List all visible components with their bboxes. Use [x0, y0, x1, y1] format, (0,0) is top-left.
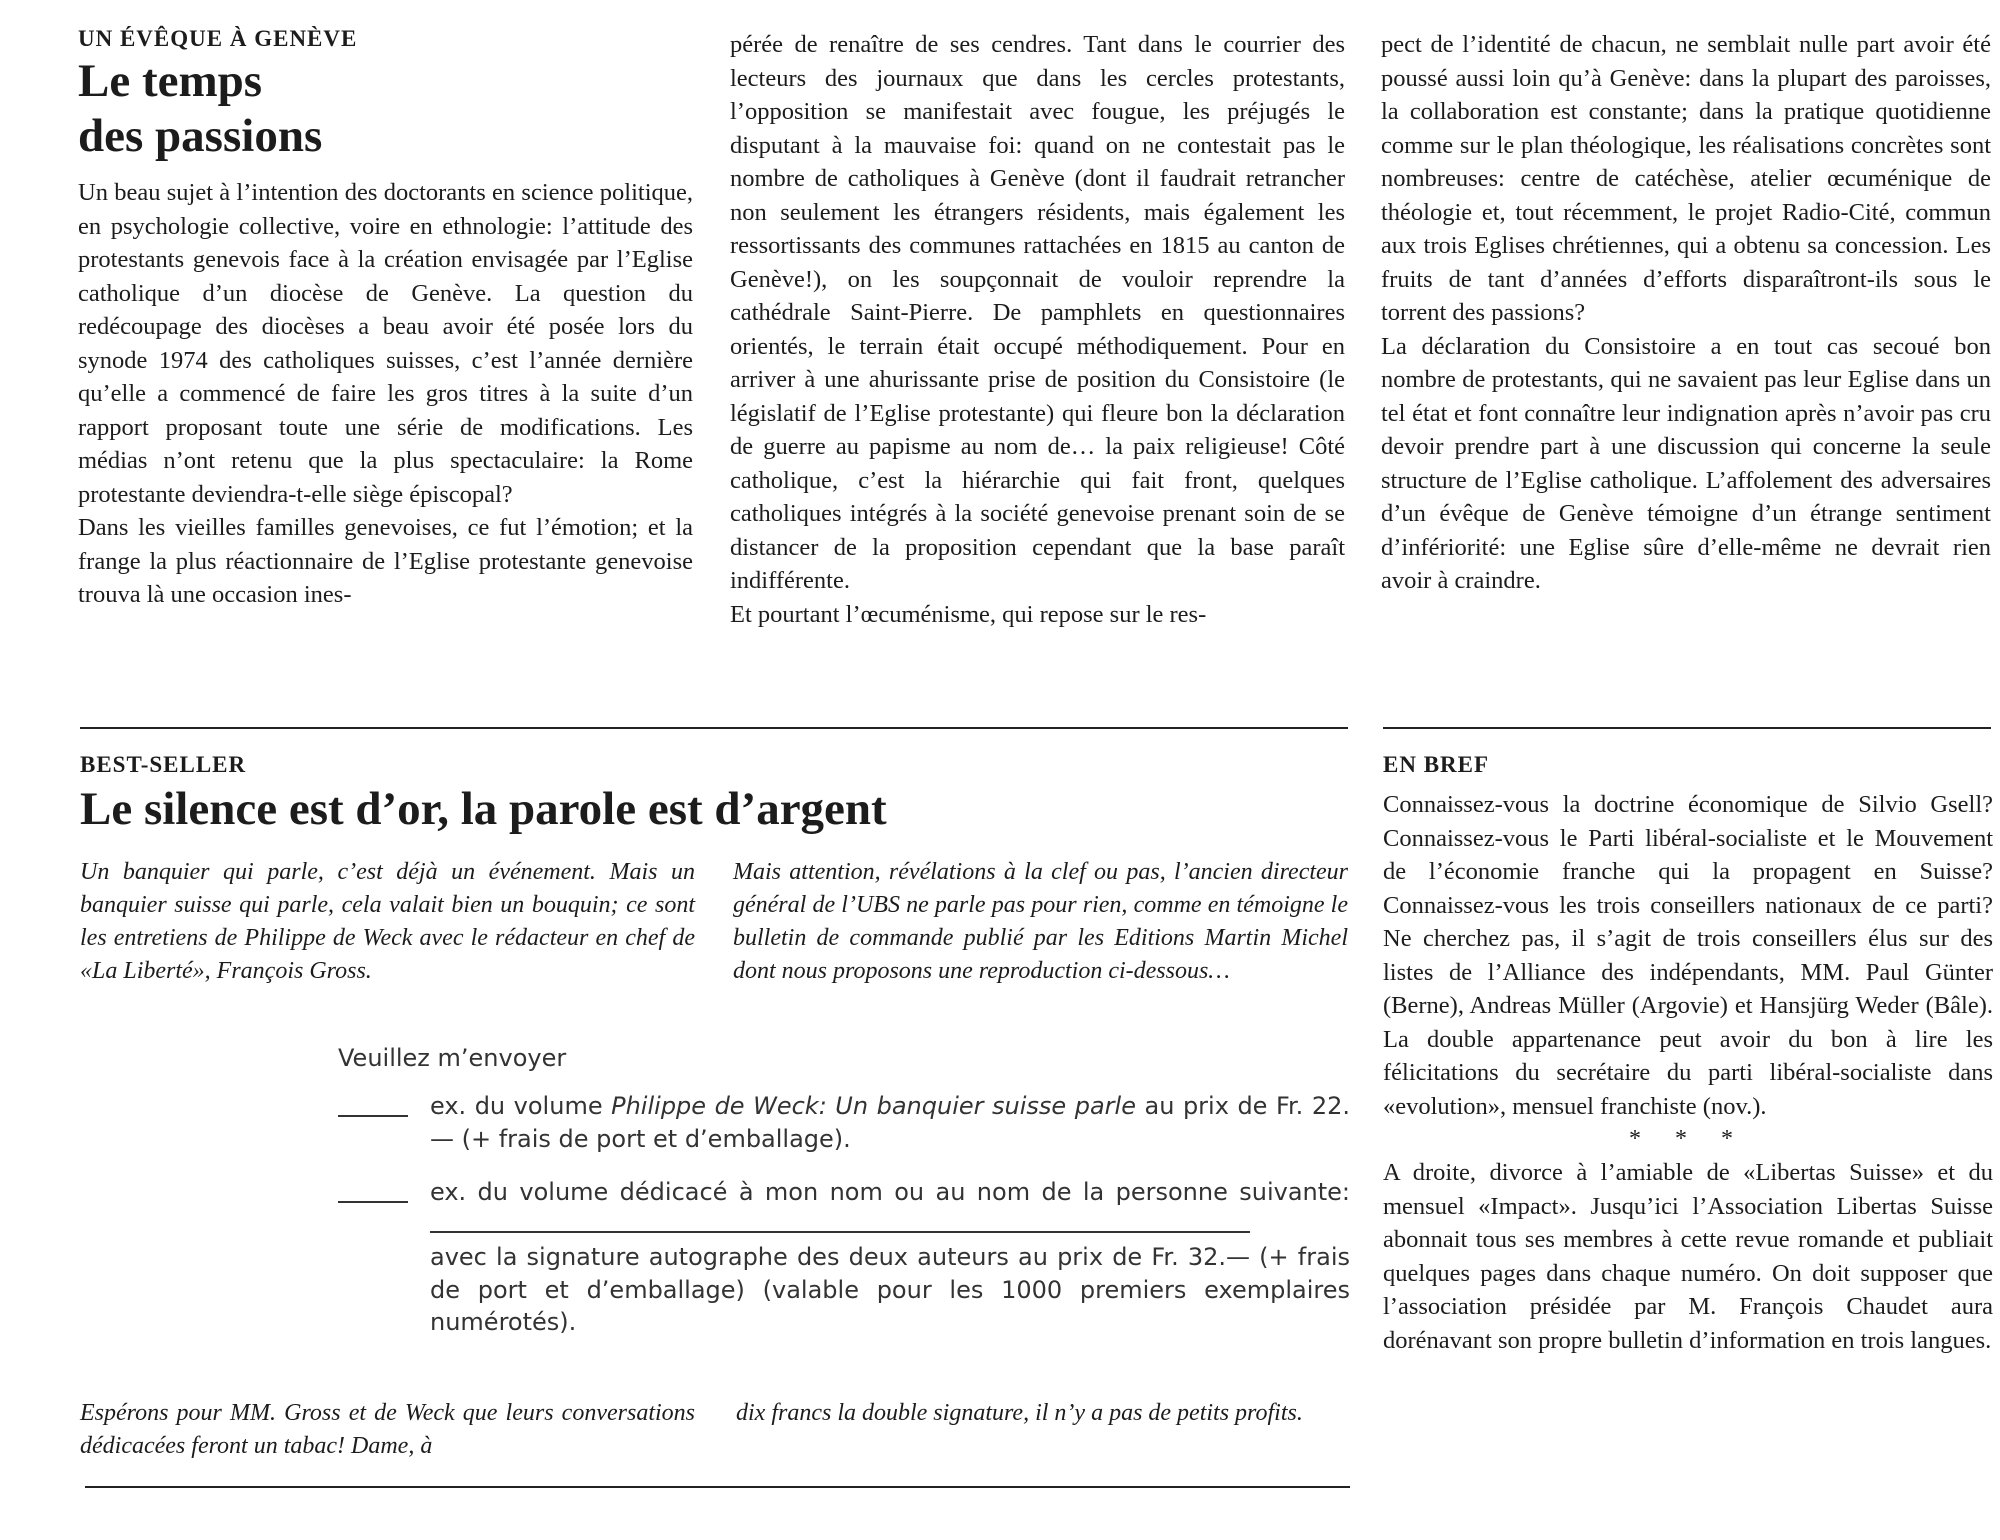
article2-intro-left: Un banquier qui parle, c’est déjà un événement. Mais un banquier suisse qui parle, cela valait bien un bouquin; ce sont les entretiens de Philippe de Weck avec le rédacteur en chef de «La Liberté», François Gross. [80, 859, 695, 984]
order-line1-prefix: ex. du volume [430, 1092, 612, 1120]
brief-separator: * * * [1629, 1126, 1747, 1152]
article1-col2-paragraph-1: pérée de renaître de ses cendres. Tant dans le courrier des lecteurs des journaux que dans les cercles protestants, l’opposition se manifestait avec fougue, les préjugés le disputant à la mauvaise foi: quand on ne contestait pas le nombre de catholiques à Genève (dont il faudrait retrancher non seulement les étrangers résidents, mais également les ressortissants des communes rattachées en 1815 au canton de Genève!), on les soupçonnait de vouloir reprendre la cathédrale Saint-Pierre. De pamphlets en questionnaires orientés, le terrain était occupé méthodiquement. Pour en arriver à une ahurissante prise de position du Consistoire (le législatif de l’Eglise protestante) qui fleure bon la déclaration de guerre au papisme au nom de… la paix religieuse! Côté catholique, c’est la hiérarchie qui fait front, quelques catholiques intégrés à la société genevoise prenant soin de se distancer de la proposition cependant que la base paraît indifférente. [730, 31, 1345, 594]
article1-col1-text [78, 176, 693, 612]
brief-paragraph-1: Connaissez-vous la doctrine économique de Silvio Gsell? Connaissez-vous le Parti libéral-socialiste et le Mouvement de l’économie franche qui la propagent en Suisse? Connaissez-vous les trois conseillers nationaux de ce parti? Ne cherchez pas, il s’agit de trois conseillers élus sur des listes de l’Alliance des indépendants, MM. Paul Günter (Berne), Andreas Müller (Argovie) et Hansjürg Weder (Bâle). La double appartenance peut avoir du bon à lire les félicitations du secrétaire du parti libéral-socialiste dans «evolution», mensuel franchiste (nov.). [1383, 791, 1993, 1120]
article1-column-3 [1381, 28, 1991, 598]
article1-col3-paragraph-1: pect de l’identité de chacun, ne semblait nulle part avoir été poussé aussi loin qu’à Genève: dans la plupart des paroisses, la collaboration est constante; dans la pratique quotidienne comme sur le plan théologique, les réalisations concrètes sont nombreuses: centre de catéchèse, atelier œcuménique de théologie et, tout récemment, le projet Radio-Cité, commun aux trois Eglises chrétiennes, qui a obtenu sa concession. Les fruits de tant d’années d’efforts disparaîtront-ils sous le torrent des passions? [1381, 31, 1991, 326]
order-line-dedicated [338, 1176, 1350, 1376]
article2-outro-right: dix francs la double signature, il n’y a pas de petits profits. [736, 1400, 1303, 1426]
article1-col1-paragraph-1: Un beau sujet à l’intention des doctorants en science politique, en psychologie collective, voire en ethnologie: l’attitude des protestants genevois face à la création envisagée par l’Eglise catholique d’un diocèse de Genève. La question du redécoupage des diocèses a beau avoir été posée lors du synode 1974 des catholiques suisses, c’est l’année dernière qu’elle a commencé de faire les gros titres à la suite d’un rapport proposant toute une série de modifications. Les médias n’ont retenu que la plus spectaculaire: la Rome protestante deviendra-t-elle siège épiscopal? [78, 179, 693, 508]
order-line-dedicated-text [430, 1176, 1350, 1339]
article1-title-line1: Le temps [78, 55, 263, 107]
name-fill-line [430, 1209, 1250, 1233]
en-bref-column [1383, 752, 1993, 1357]
order-line2-text: ex. du volume dédicacé à mon nom ou au nom de la personne suivante: [430, 1178, 1350, 1206]
order-line1-book-title: Philippe de Weck: Un banquier suisse parle [611, 1092, 1136, 1120]
brief-paragraph-2: A droite, divorce à l’amiable de «Libertas Suisse» et du mensuel «Impact». Jusqu’ici l’Association Libertas Suisse abonnait tous ses membres à cette revue romande et publiait quelques pages dans chaque numéro. On doit supposer que l’association présidée par M. François Chaudet aura dorénavant son propre bulletin d’information en trois langues. [1383, 1159, 1993, 1354]
article1-column-1 [78, 26, 693, 612]
article2-title: Le silence est d’or, la parole est d’argent [80, 783, 887, 835]
order-form [338, 1042, 1350, 1382]
article-best-seller [78, 752, 1353, 1512]
order-line-standard-text [430, 1090, 1350, 1155]
article1-title [78, 54, 693, 164]
quantity-blank-standard [338, 1115, 408, 1117]
order-form-heading: Veuillez m’envoyer [338, 1044, 567, 1072]
quantity-blank-dedicated [338, 1201, 408, 1203]
article-eveque-geneve [0, 0, 2000, 730]
article2-intro-right: Mais attention, révélations à la clef ou pas, l’ancien directeur général de l’UBS ne parle pas pour rien, comme en témoigne le bulletin de commande publié par les Editions Martin Michel dont nous proposons une reproduction ci-dessous… [733, 859, 1348, 984]
brief-text [1383, 788, 1993, 1357]
article1-title-line2: des passions [78, 110, 323, 162]
order-line-standard [338, 1090, 1350, 1156]
divider-rule-right [1383, 727, 1991, 729]
order-line2-more: avec la signature autographe des deux auteurs au prix de Fr. 32.— (+ frais de port et d’emballage) (valable pour les 1000 premiers exemplaires numérotés). [430, 1243, 1350, 1336]
divider-rule-left [80, 727, 1348, 729]
bottom-rule [85, 1486, 1350, 1488]
article1-kicker: UN ÉVÊQUE À GENÈVE [78, 26, 358, 51]
article1-col1-paragraph-2: Dans les vieilles familles genevoises, ce fut l’émotion; et la frange la plus réactionnaire de l’Eglise protestante genevoise trouva là une occasion ines- [78, 514, 693, 608]
article1-col3-paragraph-2: La déclaration du Consistoire a en tout cas secoué bon nombre de protestants, qui ne savaient pas leur Eglise dans un tel état et font connaître leur indignation après n’avoir pas cru devoir prendre part à une discussion qui concerne la seule structure de l’Eglise catholique. L’affolement des adversaires d’un évêque de Genève témoigne d’un étrange sentiment d’infériorité: une Eglise sûre d’elle-même ne devrait rien avoir à craindre. [1381, 332, 1991, 594]
article2-kicker: BEST-SELLER [80, 752, 247, 777]
brief-kicker: EN BREF [1383, 752, 1490, 777]
article2-outro-left: Espérons pour MM. Gross et de Weck que leurs conversations dédicacées feront un tabac! Dame, à [80, 1400, 695, 1459]
order-line1-suffix: au prix de Fr. 22.— (+ frais de port et d’emballage). [430, 1092, 1351, 1153]
article1-column-2 [730, 28, 1345, 631]
article1-col2-paragraph-2: Et pourtant l’œcuménisme, qui repose sur le res- [730, 600, 1207, 628]
